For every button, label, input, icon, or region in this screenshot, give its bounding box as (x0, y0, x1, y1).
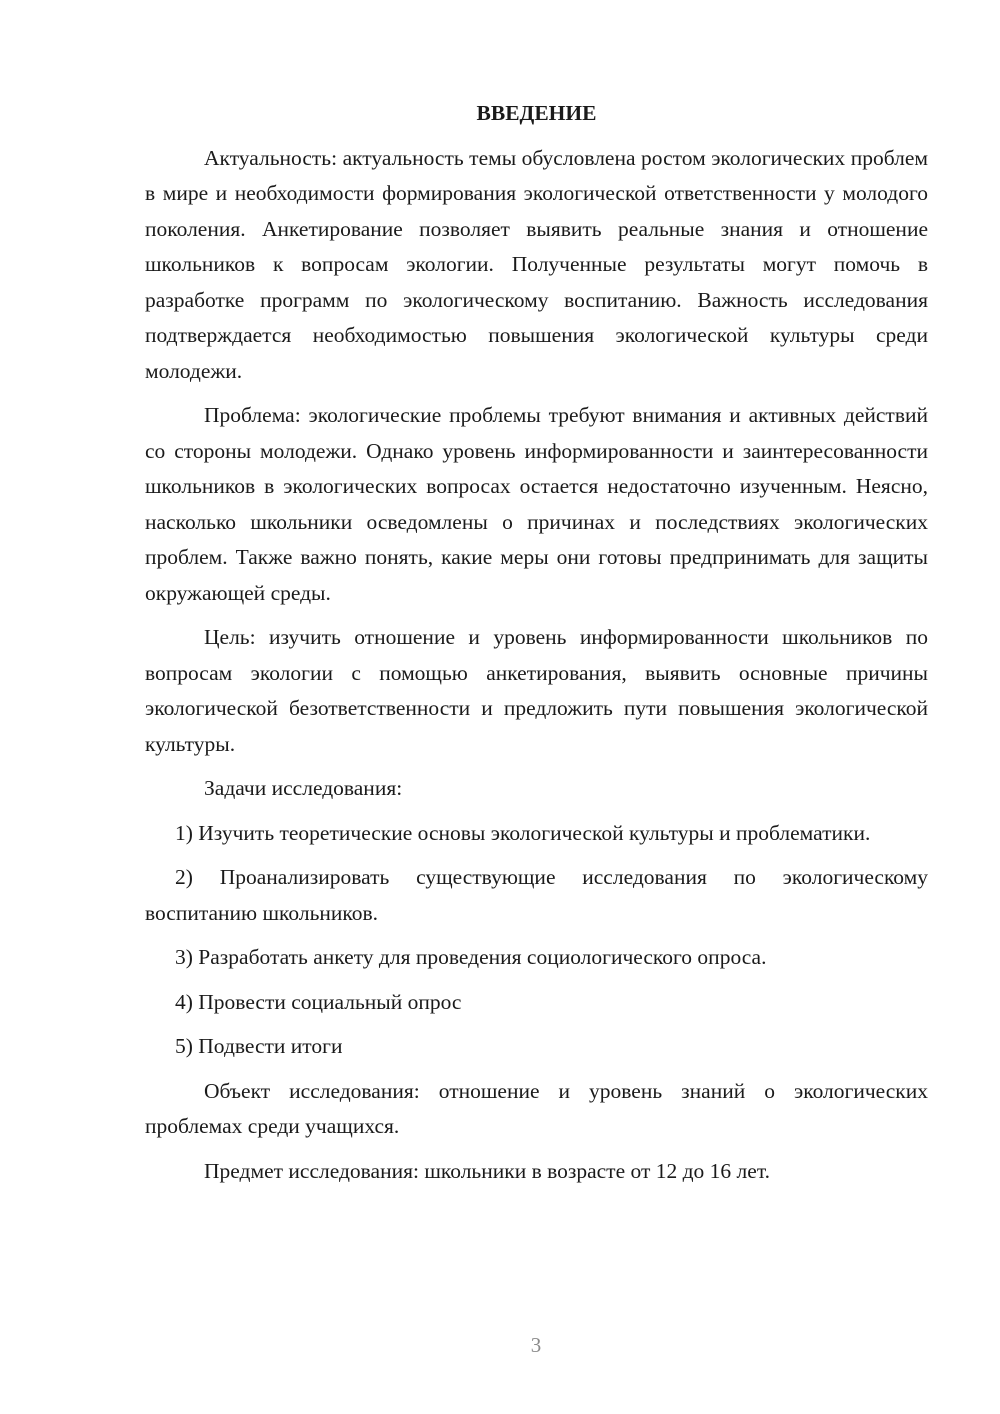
task-item-3: 3) Разработать анкету для проведения социологического опроса. (175, 945, 767, 969)
task-item-1: 1) Изучить теоретические основы экологической культуры и проблематики. (175, 820, 871, 845)
document-page (145, 96, 928, 1198)
page-number: 3 (530, 1333, 542, 1357)
page-title: ВВЕДЕНИЕ (476, 101, 597, 125)
problem-paragraph: Проблема: экологические проблемы требуют внимания и активных действий со стороны молодежи. Однако уровень информированности и заинтересованности школьников в экологических вопросах остается недостаточно изученным. Неясно, насколько школьники осведомлены о причинах и последствиях экологических проблем. Также важно понять, какие меры они готовы предпринимать для защиты окружающей среды. (145, 403, 928, 605)
task-item-5: 5) Подвести итоги (175, 1034, 343, 1058)
goal-paragraph: Цель: изучить отношение и уровень информированности школьников по вопросам экологии с помощью анкетирования, выявить основные причины экологической безответственности и предложить пути повышения экологической культуры. (145, 625, 928, 756)
relevance-paragraph: Актуальность: актуальность темы обусловлена ростом экологических проблем в мире и необходимости формирования экологической ответственности у молодого поколения. Анкетирование позволяет выявить реальные знания и отношение школьников к вопросам экологии. Полученные результаты могут помочь в разработке программ по экологическому воспитанию. Важность исследования подтверждается необходимостью повышения экологической культуры среди молодежи. (145, 145, 928, 383)
task-item-4: 4) Провести социальный опрос (175, 989, 462, 1014)
research-object-paragraph: Объект исследования: отношение и уровень знаний о экологических проблемах среди учащихся. (145, 1078, 928, 1138)
research-subject-paragraph: Предмет исследования: школьники в возрасте от 12 до 16 лет. (204, 1158, 770, 1183)
task-item-2: 2) Проанализировать существующие исследования по экологическому воспитанию школьников. (145, 865, 928, 925)
tasks-heading: Задачи исследования: (204, 776, 403, 800)
